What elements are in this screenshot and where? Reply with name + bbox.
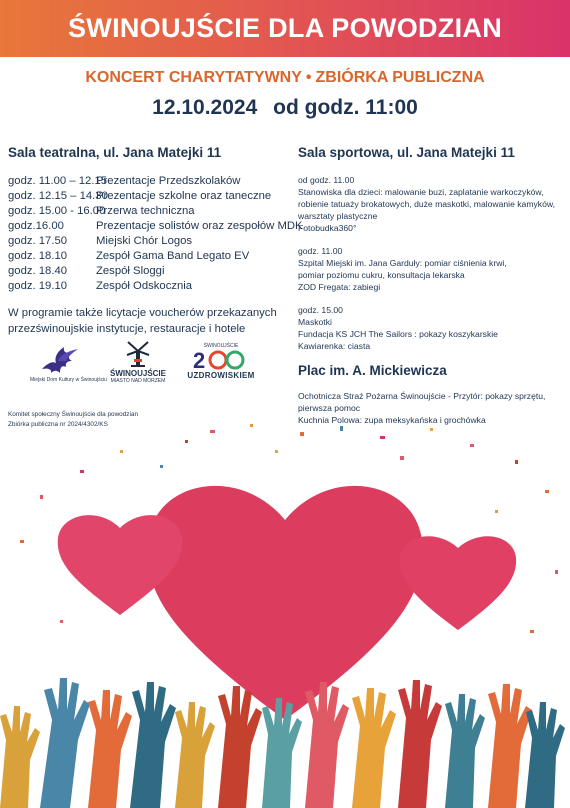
schedule-row [8,249,293,264]
event-date: 12.10.2024 [152,96,258,119]
hand-icon [305,682,349,808]
subtitle-separator: • [305,69,312,86]
theatre-hall-section [8,145,303,337]
hand-icon [445,694,485,808]
program-line: pomiar poziomu cukru, konsultacja lekarska [298,270,465,280]
anniversary-logo-text: UZDROWISKIEM [187,371,255,380]
anniversary-200-icon [191,349,251,371]
committee-line: Komitet społeczny Świnoujście dla powodzian [8,411,139,418]
hand-icon [40,678,90,808]
program-line: Kawiarenka: ciasta [298,341,371,351]
swinoujscie-logo-text: ŚWINOUJŚCIE [109,369,166,378]
program-line: Stanowiska dla dzieci: malowanie buzi, zaplatanie warkoczyków, [298,187,544,197]
heart-icons [58,486,516,720]
schedule-time: godz.16.00 [8,220,64,232]
schedule-desc: Przerwa techniczna [96,205,195,217]
schedule-row [8,174,293,189]
mdk-logo-caption: Miejski Dom Kultury w Świnoujściu [30,377,107,383]
subtitle-concert: KONCERT CHARYTATYWNY [85,69,302,86]
program-block [298,245,563,293]
schedule-desc: Prezentacje solistów oraz zespołów MDK [96,220,303,232]
schedule-desc: Prezentacje szkolne oraz taneczne [96,190,272,202]
program-line: Szpital Miejski im. Jana Garduły: pomiar ciśnienia krwi, [298,258,507,268]
schedule-row [8,189,293,204]
schedule-desc: Zespół Odskocznia [96,280,193,292]
swinoujscie-logo-caption: MIASTO NAD MORZEM [110,378,166,384]
program-block [298,174,563,234]
anniversary-logo-top: ŚWINOUJŚCIE [203,343,239,349]
program-hour: od godz. 11.00 [298,175,355,185]
hand-icon [352,688,396,808]
heart-icon [400,536,516,630]
program-line: pierwsza pomoc [298,403,361,413]
schedule-desc: Zespół Gama Band Legato EV [96,250,250,262]
hand-icon [398,680,442,808]
program-hour: godz. 15.00 [298,305,343,315]
poster-title: ŚWINOUJŚCIE DLA POWODZIAN [67,13,502,43]
schedule-time: godz. 18.40 [8,265,68,277]
title-banner [0,0,570,57]
windmill-icon [123,339,153,369]
schedule-time: godz. 17.50 [8,235,68,247]
hand-icon [262,698,302,808]
heart-icon [147,486,423,720]
program-line: robienie tatuaży brokatowych, duże maskotki, malowanie kamyków, [298,199,555,209]
swinoujscie-logo [108,339,168,384]
program-line: warsztaty plastyczne [298,211,378,221]
mdk-logo [30,343,107,383]
hand-icon [0,706,40,808]
schedule-time: godz. 15.00 - 16.00 [8,205,106,217]
theatre-schedule [8,174,303,294]
sponsor-logos [30,343,260,393]
hand-icon [175,702,215,808]
program-hour: godz. 11.00 [298,246,343,256]
program-line: Kuchnia Polowa: zupa meksykańska i grochówka [298,415,486,425]
schedule-desc: Miejski Chór Logos [96,235,193,247]
schedule-time: godz. 18.10 [8,250,68,262]
schedule-time: godz. 12.15 – 14.30 [8,190,108,202]
collection-number: Zbiórka publiczna nr 2024/4302/KS [8,421,108,428]
subtitle-collection: ZBIÓRKA PUBLICZNA [315,69,485,86]
program-line: ZOD Fregata: zabiegi [298,282,381,292]
schedule-row [8,204,293,219]
hearts-hands-illustration [0,420,570,808]
program-line: Maskotki [298,317,332,327]
hand-icon [130,682,176,808]
event-subtitle [0,69,570,87]
schedule-row [8,279,293,294]
pegasus-icon [38,343,82,377]
program-block [298,304,563,352]
program-line: Fotobudka360° [298,223,357,233]
event-date-time [0,96,570,120]
schedule-desc: Prezentacje Przedszkolaków [96,175,241,187]
program-line: Ochotnicza Straż Pożarna Świnoujście - Przytór: pokazy sprzętu, [298,391,546,401]
schedule-row [8,234,293,249]
theatre-hall-title: Sala teatralna, ul. Jana Matejki 11 [8,145,222,160]
sports-hall-title: Sala sportowa, ul. Jana Matejki 11 [298,145,515,160]
schedule-time: godz. 19.10 [8,280,68,292]
auction-note: W programie także licytacje voucherów przekazanych przezświnoujskie instytucje, restauracje i hotele [8,307,277,335]
program-line: Fundacja KS JCH The Sailors : pokazy koszykarskie [298,329,498,339]
schedule-time: godz. 11.00 – 12.15 [8,175,108,187]
hand-icon [488,684,532,808]
hand-icon [525,702,565,808]
sports-hall-section [298,145,563,437]
svg-text:2: 2 [193,349,206,371]
schedule-row [8,219,303,234]
event-time: od godz. 11:00 [273,96,418,119]
hand-icon [218,686,262,808]
schedule-row [8,264,293,279]
hand-icon [88,690,132,808]
schedule-desc: Zespół Sloggi [96,265,165,277]
anniversary-logo [185,343,257,380]
square-title: Plac im. A. Mickiewicza [298,363,447,378]
